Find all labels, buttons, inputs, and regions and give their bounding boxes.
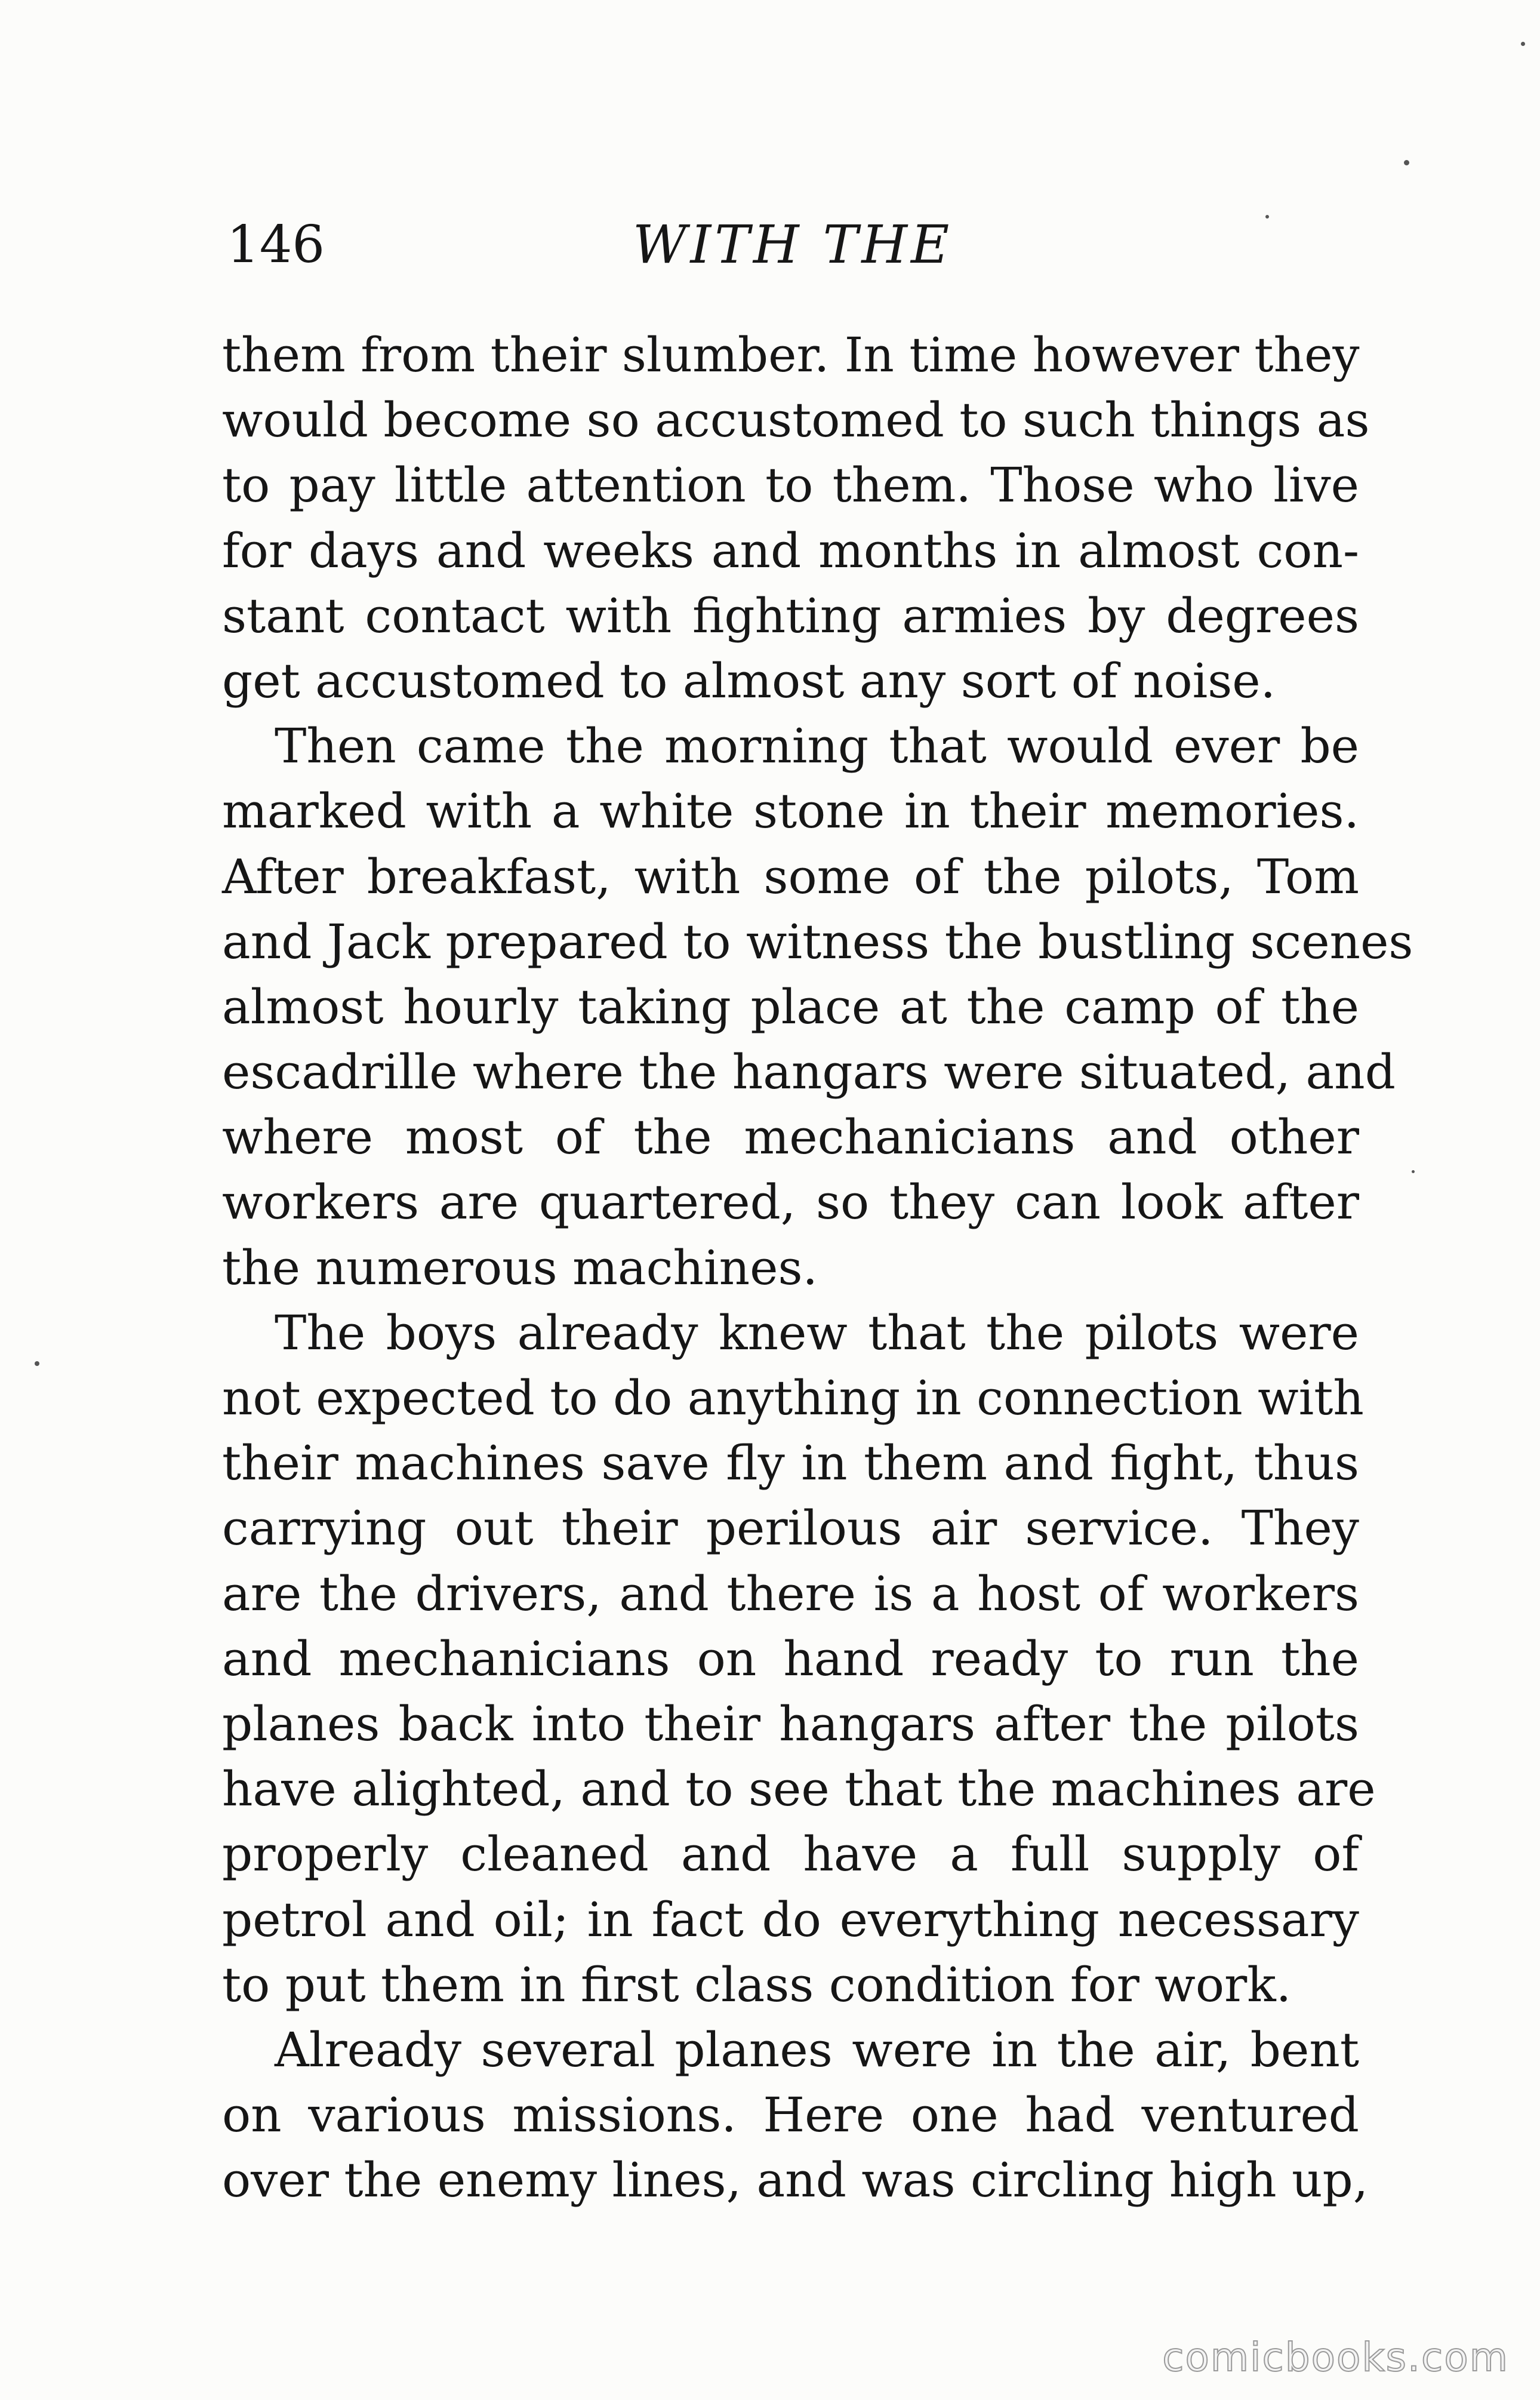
running-title: WITH THE	[633, 214, 953, 275]
text-line: where most of the mechanicians and other	[222, 1109, 1359, 1165]
text-line: planes back into their hangars after the pilots	[222, 1696, 1359, 1752]
text-line: carrying out their perilous air service. They	[222, 1500, 1359, 1556]
text-line: have alighted, and to see that the machines are	[222, 1761, 1376, 1817]
text-line: to pay little attention to them. Those who live	[222, 457, 1359, 513]
text-line: Then came the morning that would ever be	[275, 718, 1359, 774]
scan-speck	[1412, 1170, 1415, 1173]
text-line: escadrille where the hangars were situated, and	[222, 1044, 1396, 1100]
text-line: not expected to do anything in connection with	[222, 1370, 1364, 1426]
scan-speck	[35, 1361, 39, 1366]
text-line: stant contact with fighting armies by degrees	[222, 587, 1359, 644]
page-number: 146	[227, 215, 325, 275]
text-line: and mechanicians on hand ready to run the	[222, 1630, 1359, 1687]
body-text	[222, 322, 1413, 2213]
text-line: petrol and oil; in fact do everything necessary	[222, 1891, 1359, 1947]
text-line: to put them in first class condition for work.	[222, 1956, 1292, 2013]
text-line: get accustomed to almost any sort of noise.	[222, 653, 1276, 709]
text-line: would become so accustomed to such things as	[222, 392, 1370, 448]
text-line: the numerous machines.	[222, 1239, 818, 1296]
text-line: their machines save fly in them and fight, thus	[222, 1435, 1359, 1491]
text-line: over the enemy lines, and was circling high up,	[222, 2152, 1369, 2208]
text-line: Already several planes were in the air, bent	[275, 2021, 1359, 2078]
text-line: workers are quartered, so they can look after	[222, 1174, 1359, 1230]
scan-speck	[1404, 160, 1409, 165]
text-line: almost hourly taking place at the camp of the	[222, 979, 1359, 1035]
text-line: on various missions. Here one had ventured	[222, 2087, 1359, 2143]
text-line: The boys already knew that the pilots were	[275, 1304, 1359, 1361]
watermark: comicbooks.com	[1162, 2334, 1509, 2380]
text-line: are the drivers, and there is a host of workers	[222, 1565, 1359, 1621]
text-line: them from their slumber. In time however they	[222, 327, 1360, 383]
text-line: properly cleaned and have a full supply of	[222, 1826, 1359, 1882]
text-line: and Jack prepared to witness the bustling scenes	[222, 913, 1413, 970]
text-line: After breakfast, with some of the pilots, Tom	[222, 848, 1359, 904]
scan-speck	[1521, 42, 1525, 46]
text-line: marked with a white stone in their memories.	[222, 783, 1359, 839]
scan-speck	[1265, 215, 1269, 219]
page-header	[227, 206, 1361, 284]
text-line: for days and weeks and months in almost con-	[222, 522, 1359, 579]
